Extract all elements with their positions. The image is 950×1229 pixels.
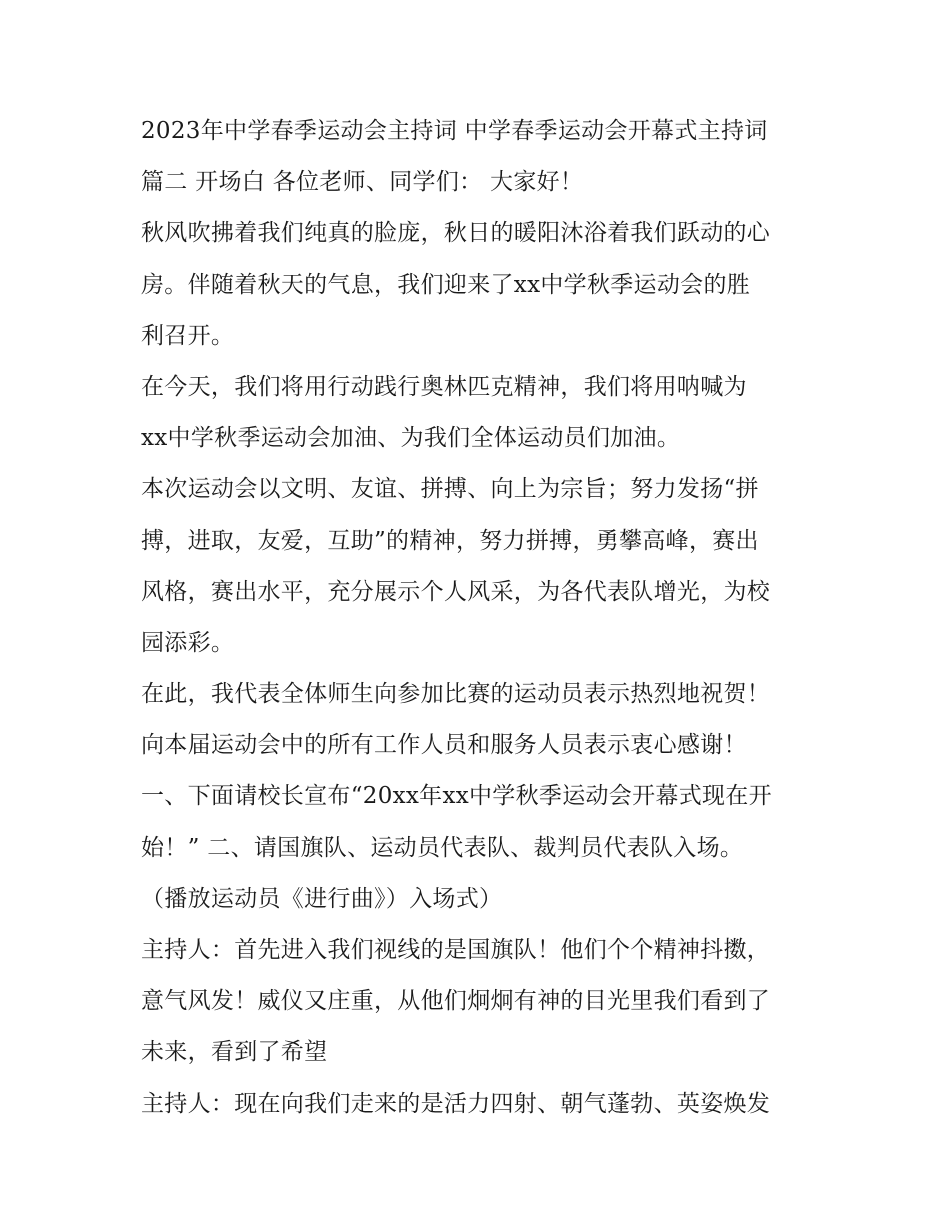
text-line: 房。伴随着秋天的气息，我们迎来了xx中学秋季运动会的胜 [141,271,751,298]
text-line: 一、下面请校长宣布“20xx年xx中学秋季运动会开幕式现在开 [141,783,772,810]
text-line: 在此，我代表全体师生向参加比赛的运动员表示热烈地祝贺！ [141,681,771,708]
text-line: 本次运动会以文明、友谊、拼搏、向上为宗旨；努力发扬“拼 [141,476,759,503]
text-line: 利召开。 [141,322,235,349]
text-line: 篇二 开场白 各位老师、同学们： 大家好！ [141,169,584,196]
text-line: 未来，看到了希望 [141,1039,328,1066]
text-line: 向本届运动会中的所有工作人员和服务人员表示衷心感谢！ [141,732,747,759]
text-line: 主持人：首先进入我们视线的是国旗队！他们个个精神抖擞， [141,937,771,963]
text-line: 风格，赛出水平，充分展示个人风采，为各代表队增光，为校 [141,578,771,605]
text-line: 搏，进取，友爱，互助”的精神，努力拼搏，勇攀高峰，赛出 [141,527,759,554]
document-body [141,106,821,1130]
text-line: 在今天，我们将用行动践行奥林匹克精神，我们将用呐喊为 [141,373,747,400]
text-line: 主持人：现在向我们走来的是活力四射、朝气蓬勃、英姿焕发 [141,1090,771,1117]
text-line: 意气风发！威仪又庄重，从他们炯炯有神的目光里我们看到了 [141,988,771,1015]
text-line: 园添彩。 [141,629,235,656]
text-line: 秋风吹拂着我们纯真的脸庞，秋日的暖阳沐浴着我们跃动的心 [141,220,771,247]
text-line: （播放运动员《进行曲》）入场式） [141,885,503,912]
text-line: 始！” 二、请国旗队、运动员代表队、裁判员代表队入场。 [141,834,744,861]
title-line: 2023年中学春季运动会主持词 中学春季运动会开幕式主持词 [141,118,768,144]
text-line: xx中学秋季运动会加油、为我们全体运动员们加油。 [141,425,681,452]
